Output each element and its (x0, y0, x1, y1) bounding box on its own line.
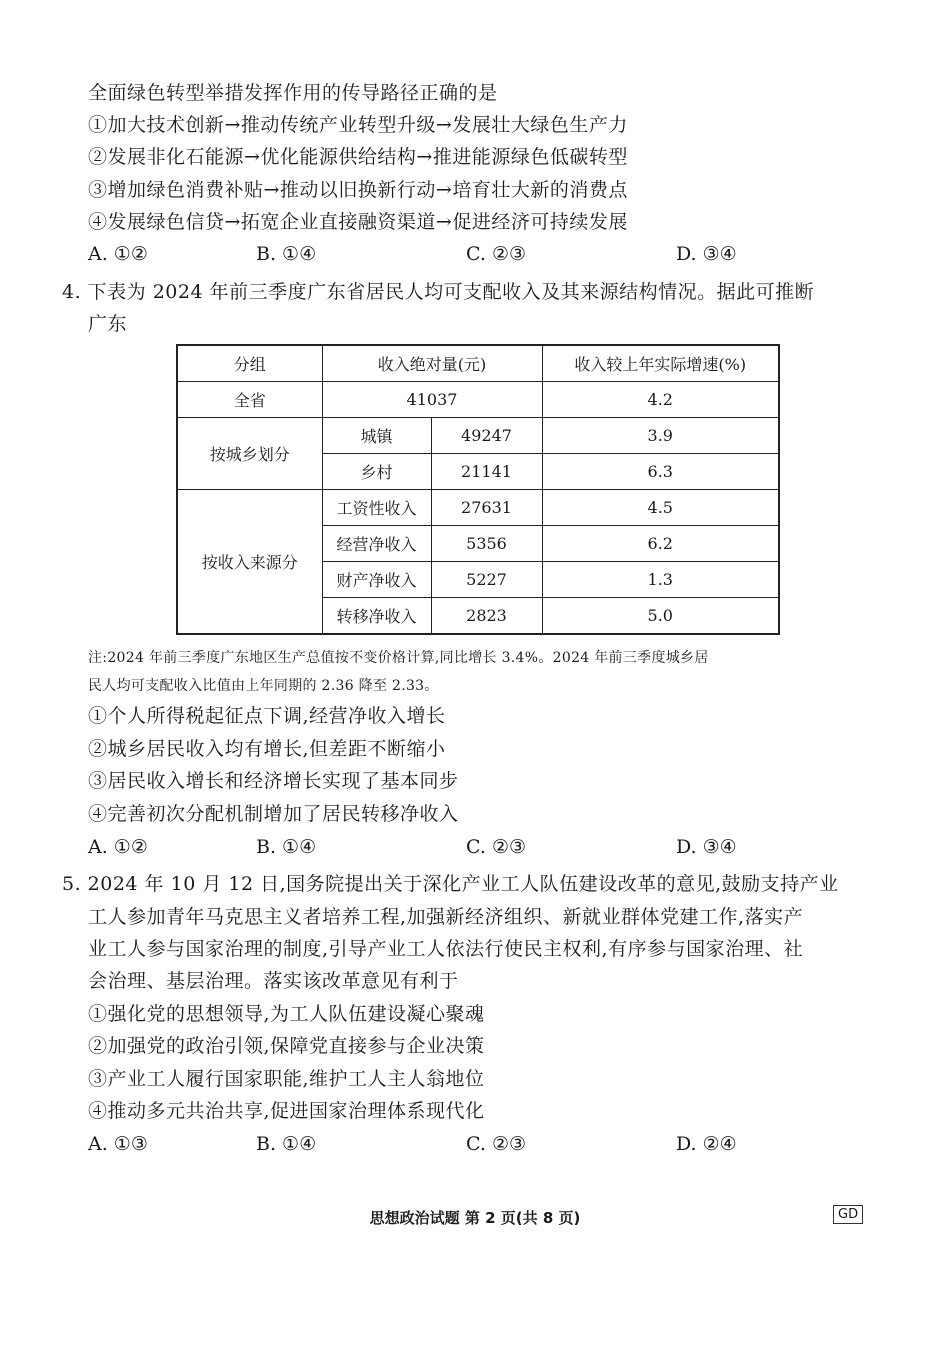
table-row (177, 490, 779, 526)
q5-option-b[interactable]: B. ①④ (256, 1133, 317, 1155)
q4-item-1: ①个人所得税起征点下调,经营净收入增长 (88, 705, 446, 727)
table-cell: 1.3 (542, 562, 779, 598)
q4-options (88, 834, 868, 860)
table-cell: 5356 (431, 526, 542, 562)
table-header-row (177, 345, 779, 382)
table-cell: 3.9 (542, 418, 779, 454)
table-cell: 27631 (431, 490, 542, 526)
table-group-label: 按城乡划分 (177, 418, 322, 490)
q4-item-4: ④完善初次分配机制增加了居民转移净收入 (88, 803, 459, 825)
q4-option-d[interactable]: D. ③④ (676, 836, 737, 858)
table-cell: 4.2 (542, 382, 779, 418)
q5-options (88, 1131, 868, 1157)
q3-option-b[interactable]: B. ①④ (256, 243, 317, 265)
table-cell: 经营净收入 (322, 526, 431, 562)
table-cell: 财产净收入 (322, 562, 431, 598)
table-header: 分组 (177, 345, 322, 382)
q4-stem-line1: 4. 下表为 2024 年前三季度广东省居民人均可支配收入及其来源结构情况。据此可推断 (62, 281, 815, 303)
q5-item-1: ①强化党的思想领导,为工人队伍建设凝心聚魂 (88, 1003, 485, 1025)
q4-item-3: ③居民收入增长和经济增长实现了基本同步 (88, 770, 459, 792)
page-footer: 思想政治试题 第 2 页(共 8 页) (369, 1209, 581, 1227)
table-cell: 转移净收入 (322, 598, 431, 635)
table-cell: 6.3 (542, 454, 779, 490)
table-cell: 2823 (431, 598, 542, 635)
region-code-badge: GD (833, 1205, 863, 1224)
q3-option-d[interactable]: D. ③④ (676, 243, 737, 265)
q3-option-c[interactable]: C. ②③ (466, 243, 527, 265)
table-cell: 城镇 (322, 418, 431, 454)
q3-item-2: ②发展非化石能源→优化能源供给结构→推进能源绿色低碳转型 (88, 146, 628, 168)
q3-item-1: ①加大技术创新→推动传统产业转型升级→发展壮大绿色生产力 (88, 114, 628, 136)
q5-stem-line3: 业工人参与国家治理的制度,引导产业工人依法行使民主权利,有序参与国家治理、社 (88, 938, 804, 960)
q4-option-c[interactable]: C. ②③ (466, 836, 527, 858)
q5-item-3: ③产业工人履行国家职能,维护工人主人翁地位 (88, 1068, 485, 1090)
q3-option-a[interactable]: A. ①② (88, 243, 148, 265)
q5-option-c[interactable]: C. ②③ (466, 1133, 527, 1155)
q4-option-b[interactable]: B. ①④ (256, 836, 317, 858)
table-cell: 41037 (322, 382, 542, 418)
income-table (176, 344, 780, 635)
table-header: 收入绝对量(元) (322, 345, 542, 382)
q4-note-line1: 注:2024 年前三季度广东地区生产总值按不变价格计算,同比增长 3.4%。2024 年前三季度城乡居 (88, 650, 709, 666)
q5-option-a[interactable]: A. ①③ (88, 1133, 148, 1155)
table-row (177, 418, 779, 454)
q4-note-line2: 民人均可支配收入比值由上年同期的 2.36 降至 2.33。 (88, 678, 439, 694)
table-cell: 全省 (177, 382, 322, 418)
table-cell: 工资性收入 (322, 490, 431, 526)
q3-item-3: ③增加绿色消费补贴→推动以旧换新行动→培育壮大新的消费点 (88, 179, 628, 201)
q3-item-4: ④发展绿色信贷→拓宽企业直接融资渠道→促进经济可持续发展 (88, 211, 628, 233)
q5-stem-line2: 工人参加青年马克思主义者培养工程,加强新经济组织、新就业群体党建工作,落实产 (88, 906, 804, 928)
q5-stem-line4: 会治理、基层治理。落实该改革意见有利于 (88, 970, 459, 992)
table-cell: 21141 (431, 454, 542, 490)
q5-stem-line1: 5. 2024 年 10 月 12 日,国务院提出关于深化产业工人队伍建设改革的意见,鼓励支持产业 (62, 873, 839, 895)
table-row (177, 382, 779, 418)
table-cell: 5.0 (542, 598, 779, 635)
table-cell: 49247 (431, 418, 542, 454)
q3-stem-tail: 全面绿色转型举措发挥作用的传导路径正确的是 (88, 82, 498, 104)
table-header: 收入较上年实际增速(%) (542, 345, 779, 382)
q5-item-4: ④推动多元共治共享,促进国家治理体系现代化 (88, 1100, 485, 1122)
q3-options (88, 241, 868, 267)
q5-option-d[interactable]: D. ②④ (676, 1133, 737, 1155)
table-cell: 乡村 (322, 454, 431, 490)
q4-stem-line2: 广东 (88, 313, 128, 335)
table-group-label: 按收入来源分 (177, 490, 322, 635)
table-cell: 5227 (431, 562, 542, 598)
q5-item-2: ②加强党的政治引领,保障党直接参与企业决策 (88, 1035, 485, 1057)
q4-item-2: ②城乡居民收入均有增长,但差距不断缩小 (88, 738, 446, 760)
q4-option-a[interactable]: A. ①② (88, 836, 148, 858)
table-cell: 4.5 (542, 490, 779, 526)
table-cell: 6.2 (542, 526, 779, 562)
